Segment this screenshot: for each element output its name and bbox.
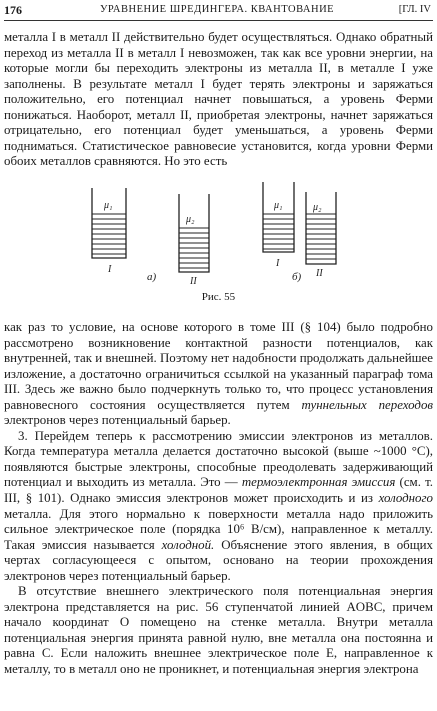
figure-caption: Рис. 55 [201, 291, 236, 303]
label-mu1-a: μ₁ [104, 200, 113, 211]
term-cold: холодного [378, 491, 433, 506]
term-tunnel-transitions: туннельных переходов [301, 397, 433, 412]
paragraph-3-start: 3. Перейдем теперь к рассмотрению эмиссии электронов из металлов. Когда температура металла делается достаточно высокой (выше ~1000 °C), появляются быстрые электроны, способные преодолевать задерживающий потенциал и выходить из металла. Это — [4, 428, 433, 490]
label-metal2-a: II [190, 276, 197, 287]
label-mu1-b: μ₁ [274, 200, 283, 211]
paragraph-1: металла I в металл II действительно будет осуществляться. Однако обратный переход из металла II в металл I невозможен, так как все уровни энергии, на которые могли бы переходить электроны из металла II, в металле I уже заполнены. В результате металл I будет терять электроны и заряжаться положительно, его потенциал начнет повышаться, а уровень Ферми понижаться. Наоборот, металл II, приобретая электроны, начнет заряжаться отрицательно, его потенциал будет уменьшаться, а уровень Ферми подниматься. Статистическое равновесие установится, когда уровни Ферми обоих металлов сравняются. Но это есть [4, 30, 433, 169]
panel-b-label: б) [292, 271, 302, 283]
label-metal1-a: I [108, 264, 112, 275]
label-mu2-a: μ₂ [186, 214, 195, 225]
body-text-top [4, 30, 433, 170]
paragraph-3-end: Объяснение этого явления, в общих чертах согласующееся с опытом, основано на теории прохождения электронов через потенциальный барьер. [4, 537, 433, 583]
term-cold-emission: холодной. [161, 537, 215, 552]
figure-55 [0, 180, 437, 300]
label-metal1-b: I [276, 258, 280, 269]
well-a-metal-2 [179, 194, 209, 272]
label-mu2-b: μ₂ [313, 202, 322, 213]
paragraph-2 [4, 320, 433, 429]
page-number: 176 [4, 3, 22, 17]
body-text-bottom [4, 320, 433, 678]
paragraph-4: В отсутствие внешнего электрического поля потенциальная энергия электрона представляется на рис. 56 ступенчатой линией AOBC, причем начало координат O помещено на стенке металла. Внутри металла потенциальная энергия принята равной нулю, вне металла она постоянна и равна C. Если наложить внешнее электрическое поле E, направленное к металлу, то в металл оно не проникнет, и потенциальная энергия электрона [4, 584, 433, 677]
label-metal2-b: II [316, 268, 323, 279]
paragraph-3-mid: (см. т. III, § 101). Однако эмиссия электронов может происходить и из [4, 475, 433, 506]
panel-a-label: а) [147, 271, 157, 283]
well-a-metal-1 [92, 188, 126, 258]
paragraph-2-end: электронов через потенциальный барьер. [4, 413, 231, 428]
running-header [0, 0, 437, 20]
paragraph-3-mid2: металла. Для этого нормально к поверхности металла надо приложить сильное электрическое поле (порядка 10⁶ В/см), направленное к металлу. Такая эмиссия называется [4, 506, 433, 552]
paragraph-2-text: как раз то условие, на основе которого в томе III (§ 104) было подробно рассмотрено возникновение контактной разности потенциалов, как внутренней, так и внешней. Поэтому нет надобности продолжать дальнейшее изложение, а достаточно ограничиться ссылкой на указанный параграф тома III. Здесь же важно было подчеркнуть только то, что процесс установления равновесного состояния осуществляется путем [4, 320, 434, 412]
running-title: УРАВНЕНИЕ ШРЕДИНГЕРА. КВАНТОВАНИЕ [100, 4, 335, 15]
chapter-label: [ГЛ. IV [398, 4, 431, 15]
well-b-metal-1 [263, 182, 294, 252]
header-rule [4, 20, 433, 21]
paragraph-3 [4, 429, 433, 584]
term-thermionic-emission: термоэлектронная эмиссия [241, 475, 396, 490]
